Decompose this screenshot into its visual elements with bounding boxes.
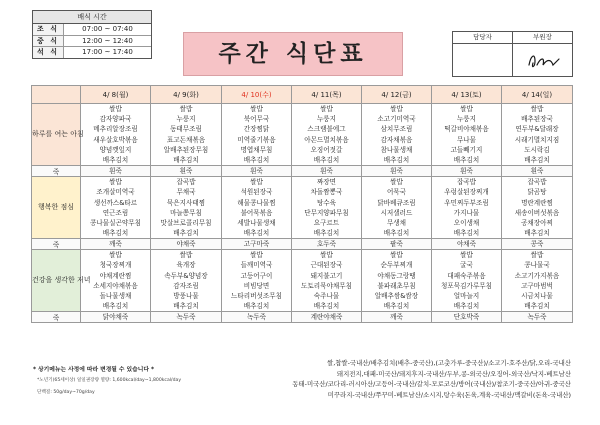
menu-item: 시저샐러드 [380, 208, 413, 217]
day-header: 4/ 11(목) [292, 86, 362, 104]
meal-cell [292, 250, 362, 312]
day-header: 4/ 13(토) [432, 86, 502, 104]
porridge-cell: 녹두죽 [222, 312, 292, 323]
menu-item: 닭곰탕 [527, 188, 547, 197]
menu-item: 배추김치 [524, 155, 550, 164]
menu-item: 쌀밥 [250, 251, 263, 260]
menu-item: 소고기가지볶음 [514, 271, 560, 280]
menu-item: 우렁살된장찌개 [444, 188, 489, 197]
menu-item: 조개살미역국 [96, 188, 135, 197]
menu-item: 동태무조림 [170, 125, 202, 134]
menu-item: 배추김치 [243, 155, 270, 164]
menu-item: 대패숙주볶음 [447, 271, 486, 280]
meal-cell [432, 250, 502, 312]
meal-row-dinner [32, 250, 573, 312]
time-row-lunch [33, 36, 151, 48]
menu-item: 콩나물국 [524, 261, 550, 270]
time-label: 중 식 [33, 36, 64, 47]
meal-cell [222, 177, 292, 239]
menu-item: 들깨미역국 [240, 261, 273, 270]
menu-item: 배추김치 [313, 155, 340, 164]
porridge-cell: 호두죽 [292, 239, 362, 250]
menu-item: 무나물 [456, 135, 477, 144]
menu-item: 잡곡밥 [176, 178, 196, 187]
origin-line: 돼지전지,대패-미국산/돼지후지-국내산/두부,콩-외국산/오징어-외국산/낙지-베트남산 [336, 369, 571, 378]
menu-item: 미역줄기볶음 [237, 135, 276, 144]
menu-item: 고들빼기지 [450, 145, 483, 154]
meal-cell [432, 177, 502, 239]
meal-cell [502, 177, 573, 239]
menu-item: 새송이버섯볶음 [514, 208, 560, 217]
menu-item: 굴국 [460, 261, 473, 270]
menu-item: 불파래초무침 [377, 281, 416, 290]
porridge-cell: 흰죽 [151, 166, 222, 177]
menu-item: 우민찌두부조림 [444, 198, 489, 207]
porridge-cell: 녹두죽 [502, 312, 573, 323]
menu-item: 도시락김 [524, 145, 550, 154]
porridge-cell: 콩죽 [502, 239, 573, 250]
meal-cell [432, 104, 502, 166]
menu-item: 스크램블에그 [307, 125, 346, 134]
menu-item: 알배추된장무침 [163, 145, 209, 154]
porridge-row [32, 312, 573, 323]
menu-item: 차돌짬뽕국 [310, 188, 343, 197]
menu-item: 근대된장국 [310, 261, 343, 270]
porridge-row [32, 166, 573, 177]
menu-item: 쌀밥 [530, 251, 544, 260]
menu-item: 느타리버섯조무침 [231, 292, 282, 300]
handwritten-signature-icon [523, 47, 563, 73]
menu-item: 쌀밥 [390, 178, 403, 187]
porridge-label: 죽 [32, 166, 81, 177]
menu-item: 배추김치 [383, 229, 410, 238]
menu-item: 시래기멸치지짐 [514, 135, 560, 144]
menu-item: 묵은지사태찜 [166, 198, 206, 207]
menu-item: 배추김치 [453, 229, 480, 238]
menu-item: 돼지불고기 [310, 271, 343, 280]
menu-item: 청국장찌개 [99, 261, 132, 270]
meal-cell [81, 177, 151, 239]
menu-item: 쌀밥 [390, 105, 403, 113]
menu-item: 소고기미역국 [377, 115, 416, 124]
menu-item: 쌀밥 [109, 251, 122, 260]
porridge-cell: 흰죽 [292, 166, 362, 177]
meal-cell [502, 250, 573, 312]
weekly-menu-table [31, 85, 573, 323]
menu-item: 도토리묵야채무침 [301, 281, 352, 290]
menu-item: 요구르트 [313, 218, 340, 227]
menu-item: 쌀밥 [179, 105, 193, 113]
menu-item: 표고돈채볶음 [166, 135, 206, 144]
meal-cell [81, 250, 151, 312]
menu-item: 순두부찌개 [380, 261, 413, 270]
menu-item: 배추김치 [243, 229, 270, 238]
menu-item: 쌀밥 [460, 105, 473, 113]
change-notice: * 상기메뉴는 사정에 따라 변경될 수 있습니다 * [33, 367, 154, 373]
menu-item: 배추김치 [524, 302, 550, 311]
menu-item: 쌀밥 [320, 251, 333, 260]
menu-item: 명엽채무침 [240, 145, 273, 154]
menu-item: 마늘쫑무침 [170, 208, 202, 217]
origin-line: 동태-미국산/코다리-러시아산/고등어-국내산/갈치-모로코산/방어(국내산)/참조기-중국산/아귀-중국산 [292, 380, 571, 389]
menu-item: 알배추쌈&쌈장 [374, 292, 419, 300]
serving-time-header: 배식 시간 [33, 11, 151, 24]
porridge-cell: 야채죽 [151, 239, 222, 250]
menu-item: 북어무국 [243, 115, 270, 124]
menu-item: 배추김치 [453, 302, 480, 311]
meal-cell [222, 104, 292, 166]
meal-label: 행복한 점심 [32, 177, 81, 239]
menu-item: 무채국 [176, 188, 196, 197]
menu-item: 쌀밥 [460, 251, 473, 260]
menu-item: 속두부&양념장 [164, 271, 208, 280]
menu-item: 방풍나물 [173, 292, 199, 300]
menu-item: 배추김치 [453, 155, 480, 164]
menu-item: 배추된장국 [521, 115, 553, 124]
menu-item: 누룽지 [456, 115, 477, 124]
time-label: 조 식 [33, 24, 64, 35]
menu-item: 배추김치 [383, 155, 410, 164]
menu-item: 탕수육 [316, 198, 337, 207]
menu-item: 맛살브로콜리무침 [160, 218, 212, 227]
meal-cell [362, 177, 432, 239]
menu-item: 쌀밥 [530, 105, 544, 113]
approval-col-director [512, 32, 572, 76]
menu-item: 시금치나물 [521, 292, 553, 300]
menu-item: 쌀밥 [109, 105, 122, 113]
porridge-label: 죽 [32, 239, 81, 250]
menu-item: 메추리알장조림 [93, 125, 138, 134]
menu-item: 고구마범벅 [521, 281, 553, 290]
meal-label: 건강을 생각한 저녁 [32, 250, 81, 312]
menu-item: 잡곡밥 [456, 178, 477, 187]
menu-item: 간장찜닭 [243, 125, 270, 134]
porridge-cell: 흰죽 [502, 166, 573, 177]
porridge-cell: 깨죽 [362, 312, 432, 323]
menu-item: 참나물생채 [380, 145, 413, 154]
menu-item: 육개장 [176, 261, 196, 270]
menu-item: 감자양파국 [99, 115, 132, 124]
corner-cell [32, 86, 81, 104]
approval-box [452, 31, 573, 77]
porridge-cell: 흰죽 [362, 166, 432, 177]
origin-line: 쌀,찹쌀-국내산/배추김치(배추-중국산),(고춧가루-중국산)/소고기-호주산/닭,오리-국내산 [327, 359, 571, 367]
menu-item: 배추김치 [524, 229, 550, 238]
menu-item: 쌀밥 [109, 178, 122, 187]
meal-cell [292, 177, 362, 239]
menu-item: 청포묵김가루무침 [441, 281, 492, 290]
menu-item: 야채계란찜 [99, 271, 132, 280]
menu-item: 돌나물생채 [99, 292, 132, 300]
menu-item: 배추김치 [173, 155, 199, 164]
menu-item: 잡곡밥 [527, 178, 547, 187]
menu-item: 오징어젓갈 [310, 145, 343, 154]
menu-item: 소세지야채볶음 [93, 281, 138, 290]
menu-item: 명란계란찜 [521, 198, 553, 207]
time-row-breakfast [33, 24, 151, 36]
menu-item: 쌀밥 [250, 178, 263, 187]
menu-item: 배추김치 [102, 229, 129, 238]
menu-item: 감자조림 [173, 281, 199, 290]
porridge-cell: 야채죽 [432, 239, 502, 250]
menu-item: 생선까스&타르 [93, 198, 138, 207]
porridge-cell: 계란야채죽 [292, 312, 362, 323]
time-value: 17:00 ~ 17:40 [82, 48, 133, 56]
porridge-cell: 닭야채죽 [81, 312, 151, 323]
menu-item: 배추김치 [383, 302, 410, 311]
menu-item: 양념깻잎지 [99, 145, 132, 154]
menu-item: 닭바베큐조림 [377, 198, 416, 207]
serving-time-box [32, 10, 152, 59]
menu-item: 단무지양파무침 [304, 208, 349, 217]
origin-info [191, 358, 571, 400]
porridge-cell: 흰죽 [81, 166, 151, 177]
menu-item: 쌀밥 [179, 251, 193, 260]
menu-item: 배추김치 [102, 155, 129, 164]
time-value: 07:00 ~ 07:40 [82, 25, 133, 33]
meal-cell [222, 250, 292, 312]
porridge-label: 죽 [32, 312, 81, 323]
menu-item: 야채동그랑땡 [377, 271, 416, 280]
menu-item: 콩나물실곤약무침 [90, 218, 141, 227]
signature-area [453, 44, 512, 76]
menu-item: 비빔당면 [243, 281, 270, 290]
porridge-cell: 녹두죽 [151, 312, 222, 323]
menu-item: 배추김치 [102, 302, 129, 311]
menu-item: 쌀밥 [390, 251, 403, 260]
menu-item: 새우살호박볶음 [93, 135, 138, 144]
menu-item: 짜장면 [316, 178, 337, 187]
menu-item: 무생채 [386, 218, 407, 227]
meal-cell [362, 250, 432, 312]
menu-item: 배추김치 [243, 302, 270, 311]
porridge-cell: 흰죽 [222, 166, 292, 177]
porridge-cell: 단호박죽 [432, 312, 502, 323]
menu-item: 누룽지 [316, 115, 337, 124]
menu-item: 오이생채 [453, 218, 480, 227]
time-label: 석 식 [33, 47, 64, 58]
protein-note: 단백질: 50g/day~70g/day [37, 390, 95, 395]
day-header: 4/ 10(수) [222, 86, 292, 104]
meal-label: 하루를 여는 아침 [32, 104, 81, 166]
approval-header: 부원장 [513, 32, 572, 44]
menu-item: 배추김치 [173, 229, 199, 238]
menu-item: 세발나물생채 [237, 218, 276, 227]
menu-item: 삼치무조림 [380, 125, 413, 134]
approval-header: 담당자 [453, 32, 512, 44]
menu-item: 얼마늘지 [453, 292, 480, 300]
day-header-row [32, 86, 573, 104]
time-row-dinner [33, 47, 151, 58]
menu-item: 떡갈비야채볶음 [444, 125, 489, 134]
menu-item: 감자채볶음 [380, 135, 413, 144]
day-header: 4/ 12(금) [362, 86, 432, 104]
menu-item: 공채장아찌 [521, 218, 553, 227]
porridge-cell: 흰죽 [432, 166, 502, 177]
day-header: 4/ 14(일) [502, 86, 573, 104]
menu-item: 숙주나물 [313, 292, 340, 300]
day-header: 4/ 8(월) [81, 86, 151, 104]
menu-item: 어묵국 [386, 188, 407, 197]
menu-item: 불어묵볶음 [240, 208, 273, 217]
menu-item: 연근조림 [102, 208, 129, 217]
porridge-cell: 팥죽 [362, 239, 432, 250]
meal-cell [502, 104, 573, 166]
meal-cell [362, 104, 432, 166]
menu-item: 쌀밥 [320, 105, 333, 113]
meal-row-lunch [32, 177, 573, 239]
calorie-note: *노년기(65세이상) 일일권장량 열량: 1,600kcal/day~1,800kcal/day [37, 378, 182, 383]
approval-col-staff [453, 32, 512, 76]
signature-area [513, 44, 572, 76]
time-value: 12:00 ~ 12:40 [82, 36, 133, 45]
origin-line: 미꾸라지-국내산/쭈꾸미-베트남산/소시지,탕수육(돈육,계육-국내산/맥갈비(돈육-국내산) [327, 390, 571, 399]
meal-cell [151, 177, 222, 239]
meal-cell [151, 250, 222, 312]
page-title: 주간 식단표 [183, 32, 403, 76]
menu-item: 아몬드멸치볶음 [304, 135, 349, 144]
menu-item: 쌀밥 [250, 105, 263, 113]
day-header: 4/ 9(화) [151, 86, 222, 104]
porridge-cell: 깨죽 [81, 239, 151, 250]
meal-cell [81, 104, 151, 166]
menu-item: 석원된장국 [240, 188, 273, 197]
meal-row-breakfast [32, 104, 573, 166]
menu-item: 배추김치 [313, 229, 340, 238]
menu-item: 고등어구이 [240, 271, 273, 280]
menu-item: 누룽지 [176, 115, 196, 124]
menu-item: 가지나물 [453, 208, 480, 217]
menu-item: 배추김치 [313, 302, 340, 311]
porridge-row [32, 239, 573, 250]
meal-cell [151, 104, 222, 166]
meal-cell [292, 104, 362, 166]
menu-item: 연두부&달래장 [515, 125, 559, 134]
porridge-cell: 고구마죽 [222, 239, 292, 250]
menu-item: 해물콩나물찜 [237, 198, 276, 207]
menu-item: 배추김치 [173, 302, 199, 311]
